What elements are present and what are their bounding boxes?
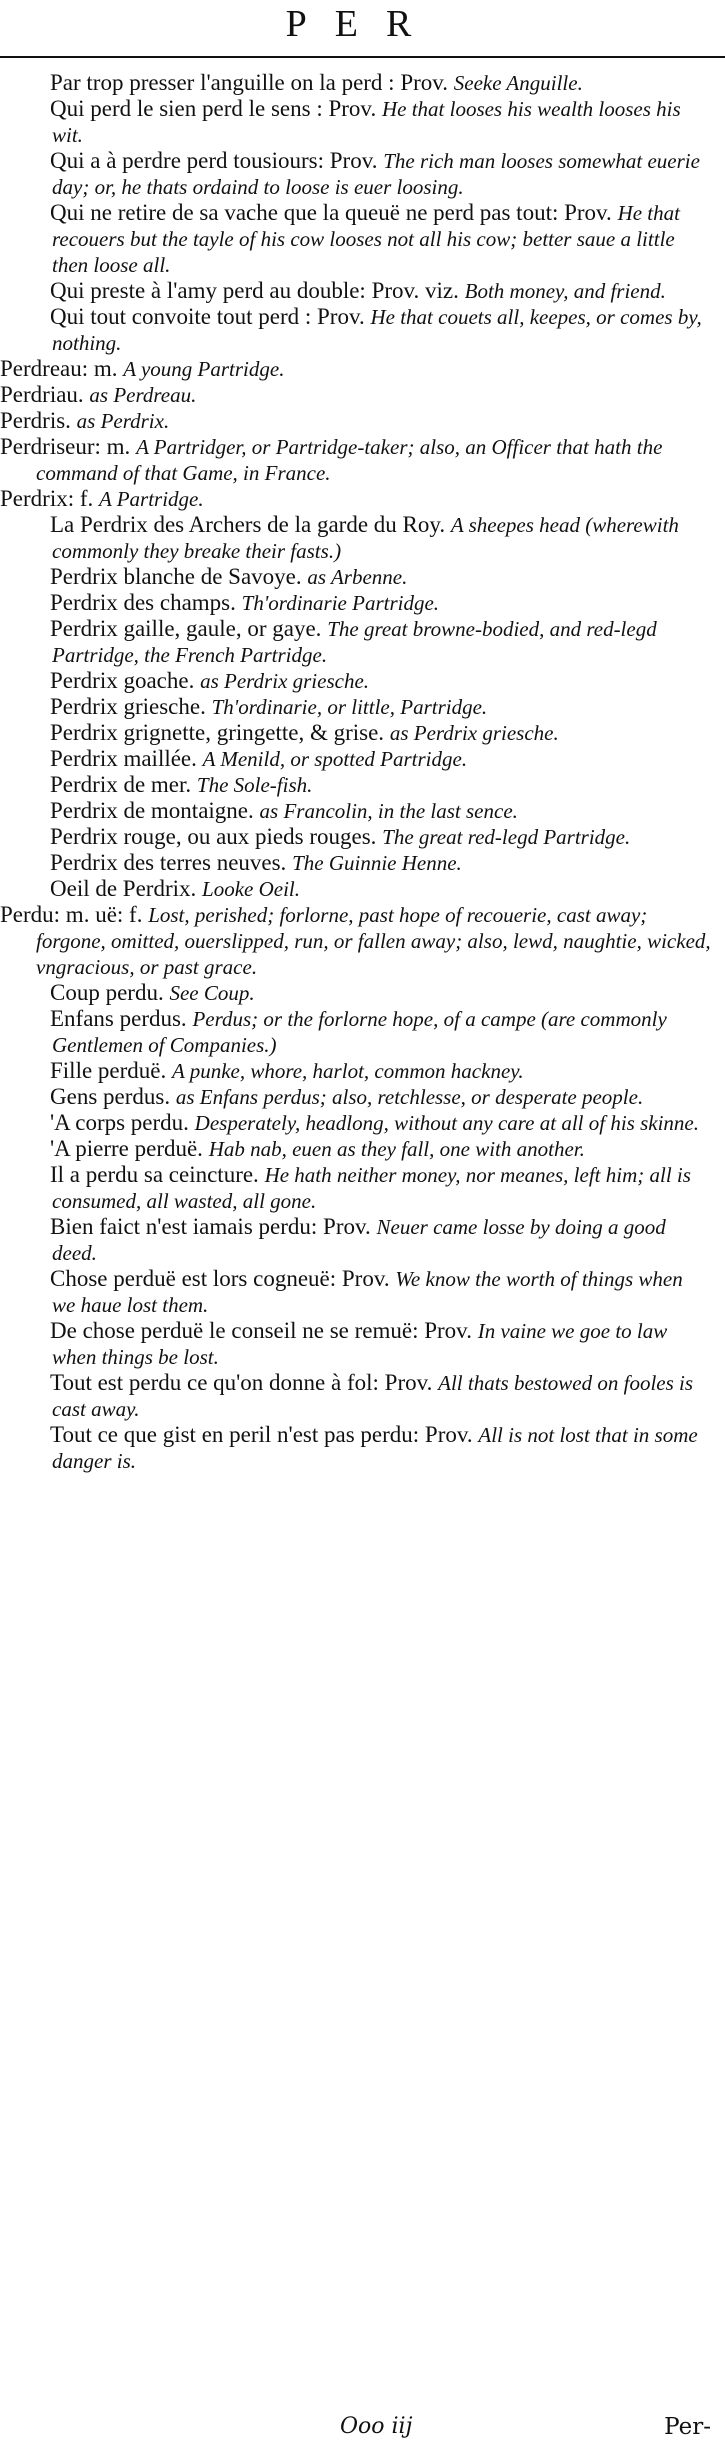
signature-mark: Ooo iij xyxy=(340,2414,413,2439)
entry-subentry xyxy=(0,850,725,876)
entry-subentry xyxy=(0,278,725,304)
entry-subentry xyxy=(0,1110,725,1136)
entry-translation: Neuer came losse by doing a good deed. xyxy=(52,1215,666,1265)
entry-term: Perdris. xyxy=(0,408,71,433)
entry-translation: All is not lost that in some danger is. xyxy=(52,1423,698,1473)
entry-term: Qui perd le sien perd le sens : Prov. xyxy=(50,96,377,121)
entry-translation: We know the worth of things when we haue lost them. xyxy=(52,1267,683,1317)
entry-subentry xyxy=(0,96,725,148)
entry-term: Perdrix griesche. xyxy=(50,694,206,719)
entry-translation: Lost, perished; forlorne, past hope of recouerie, cast away; forgone, omitted, ouerslipped, run, or fallen away; also, lewd, naughtie, wicked, vngracious, or past grace. xyxy=(36,903,711,979)
entry-term: Qui ne retire de sa vache que la queuë ne perd pas tout: Prov. xyxy=(50,200,612,225)
entry-term: Qui preste à l'amy perd au double: Prov. viz. xyxy=(50,278,459,303)
entry-translation: A punke, whore, harlot, common hackney. xyxy=(172,1059,524,1083)
entry-translation: as Francolin, in the last sence. xyxy=(259,799,518,823)
entry-translation: Both money, and friend. xyxy=(464,279,666,303)
entry-subentry xyxy=(0,772,725,798)
entry-headword-block xyxy=(0,486,725,512)
entry-headword-block xyxy=(0,902,725,980)
entry-subentry xyxy=(0,694,725,720)
entry-subentry xyxy=(0,304,725,356)
entry-translation: A Partridge. xyxy=(99,487,204,511)
entry-translation: A young Partridge. xyxy=(123,357,285,381)
entry-subentry xyxy=(0,798,725,824)
entry-term: Coup perdu. xyxy=(50,980,164,1005)
entry-term: Chose perduë est lors cogneuë: Prov. xyxy=(50,1266,390,1291)
entry-translation: Th'ordinarie, or little, Partridge. xyxy=(211,695,488,719)
entry-term: Perdrix gaille, gaule, or gaye. xyxy=(50,616,322,641)
entry-translation: A Partridger, or Partridge-taker; also, an Officer that hath the command of that Game, in France. xyxy=(36,435,663,485)
entry-term: 'A corps perdu. xyxy=(50,1110,189,1135)
entry-subentry xyxy=(0,980,725,1006)
entry-translation: Hab nab, euen as they fall, one with another. xyxy=(208,1137,585,1161)
entry-subentry xyxy=(0,1318,725,1370)
entry-translation: as Enfans perdus; also, retchlesse, or desperate people. xyxy=(175,1085,644,1109)
entry-translation: The Sole-fish. xyxy=(196,773,313,797)
entry-translation: Perdus; or the forlorne hope, of a campe (are commonly Gentlemen of Companies.) xyxy=(52,1007,667,1057)
entry-term: Perdrix maillée. xyxy=(50,746,197,771)
page-header xyxy=(0,0,725,62)
entry-term: Perdrix blanche de Savoye. xyxy=(50,564,302,589)
entry-list xyxy=(0,70,725,1474)
entry-term: Enfans perdus. xyxy=(50,1006,187,1031)
entry-term: Tout est perdu ce qu'on donne à fol: Prov. xyxy=(50,1370,433,1395)
entry-term: Bien faict n'est iamais perdu: Prov. xyxy=(50,1214,371,1239)
entry-translation: Seeke Anguille. xyxy=(453,71,583,95)
entry-translation: In vaine we goe to law when things be lost. xyxy=(52,1319,668,1369)
running-head: PER xyxy=(285,3,440,45)
entry-translation: The great browne-bodied, and red-legd Partridge, the French Partridge. xyxy=(52,617,657,667)
entry-headword-block xyxy=(0,408,725,434)
entry-translation: The rich man looses somewhat euerie day; or, he thats ordaind to loose is euer loosing. xyxy=(52,149,700,199)
entry-term: Perdrix de mer. xyxy=(50,772,192,797)
entry-term: Tout ce que gist en peril n'est pas perdu: Prov. xyxy=(50,1422,473,1447)
entry-translation: as Perdrix griesche. xyxy=(200,669,370,693)
entry-translation: He that looses his wealth looses his wit. xyxy=(52,97,681,147)
entry-subentry xyxy=(0,1214,725,1266)
entry-subentry xyxy=(0,1162,725,1214)
entry-translation: as Arbenne. xyxy=(307,565,408,589)
entry-headword-block xyxy=(0,434,725,486)
entry-translation: He that recouers but the tayle of his cow looses not all his cow; better saue a little then loose all. xyxy=(52,201,680,277)
entry-translation: See Coup. xyxy=(169,981,255,1005)
entry-term: Perdrix goache. xyxy=(50,668,195,693)
entry-translation: as Perdreau. xyxy=(89,383,197,407)
entry-translation: Desperately, headlong, without any care at all of his skinne. xyxy=(194,1111,699,1135)
entry-subentry xyxy=(0,876,725,902)
entry-subentry xyxy=(0,512,725,564)
entry-term: La Perdrix des Archers de la garde du Roy. xyxy=(50,512,446,537)
entry-translation: as Perdrix griesche. xyxy=(389,721,559,745)
entry-translation: Looke Oeil. xyxy=(202,877,300,901)
entry-term: Par trop presser l'anguille on la perd : Prov. xyxy=(50,70,449,95)
entry-subentry xyxy=(0,1266,725,1318)
entry-term: Qui a à perdre perd tousiours: Prov. xyxy=(50,148,378,173)
entry-term: Gens perdus. xyxy=(50,1084,171,1109)
entry-subentry xyxy=(0,616,725,668)
entry-term: 'A pierre perduë. xyxy=(50,1136,203,1161)
catchword: Per- xyxy=(664,2414,711,2440)
entry-term: Qui tout convoite tout perd : Prov. xyxy=(50,304,365,329)
entry-subentry xyxy=(0,1058,725,1084)
entry-translation: A Menild, or spotted Partridge. xyxy=(202,747,468,771)
entry-term: Perdriau. xyxy=(0,382,84,407)
entry-subentry xyxy=(0,1006,725,1058)
entry-subentry xyxy=(0,668,725,694)
entry-headword-block xyxy=(0,382,725,408)
entry-subentry xyxy=(0,148,725,200)
entry-term: Perdrix de montaigne. xyxy=(50,798,254,823)
entry-subentry xyxy=(0,824,725,850)
entry-term: Fille perduë. xyxy=(50,1058,167,1083)
entry-subentry xyxy=(0,1136,725,1162)
entry-term: Il a perdu sa ceincture. xyxy=(50,1162,259,1187)
entry-subentry xyxy=(0,200,725,278)
entry-translation: He that couets all, keepes, or comes by, nothing. xyxy=(52,305,702,355)
entry-term: Perdrix: f. xyxy=(0,486,94,511)
entry-translation: The great red-legd Partridge. xyxy=(382,825,631,849)
entry-translation: The Guinnie Henne. xyxy=(292,851,462,875)
entry-subentry xyxy=(0,1370,725,1422)
entry-subentry xyxy=(0,70,725,96)
entry-subentry xyxy=(0,746,725,772)
entry-translation: as Perdrix. xyxy=(76,409,170,433)
entry-term: Perdreau: m. xyxy=(0,356,118,381)
entry-translation: Th'ordinarie Partridge. xyxy=(241,591,440,615)
entry-subentry xyxy=(0,590,725,616)
entry-term: Perdrix grignette, gringette, & grise. xyxy=(50,720,385,745)
entry-subentry xyxy=(0,564,725,590)
entry-term: Perdrix rouge, ou aux pieds rouges. xyxy=(50,824,377,849)
entry-term: Perdrix des terres neuves. xyxy=(50,850,287,875)
entry-translation: A sheepes head (wherewith commonly they breake their fasts.) xyxy=(52,513,679,563)
entry-subentry xyxy=(0,1422,725,1474)
entry-subentry xyxy=(0,1084,725,1110)
entry-term: De chose perduë le conseil ne se remuë: Prov. xyxy=(50,1318,472,1343)
entry-term: Perdriseur: m. xyxy=(0,434,131,459)
entry-translation: All thats bestowed on fooles is cast away. xyxy=(52,1371,694,1421)
entry-term: Perdu: m. uë: f. xyxy=(0,902,143,927)
entry-term: Perdrix des champs. xyxy=(50,590,236,615)
header-rule xyxy=(0,56,725,58)
entry-term: Oeil de Perdrix. xyxy=(50,876,197,901)
entry-subentry xyxy=(0,720,725,746)
entry-translation: He hath neither money, nor meanes, left him; all is consumed, all wasted, all gone. xyxy=(52,1163,691,1213)
entry-headword-block xyxy=(0,356,725,382)
page-footer xyxy=(0,2408,725,2448)
